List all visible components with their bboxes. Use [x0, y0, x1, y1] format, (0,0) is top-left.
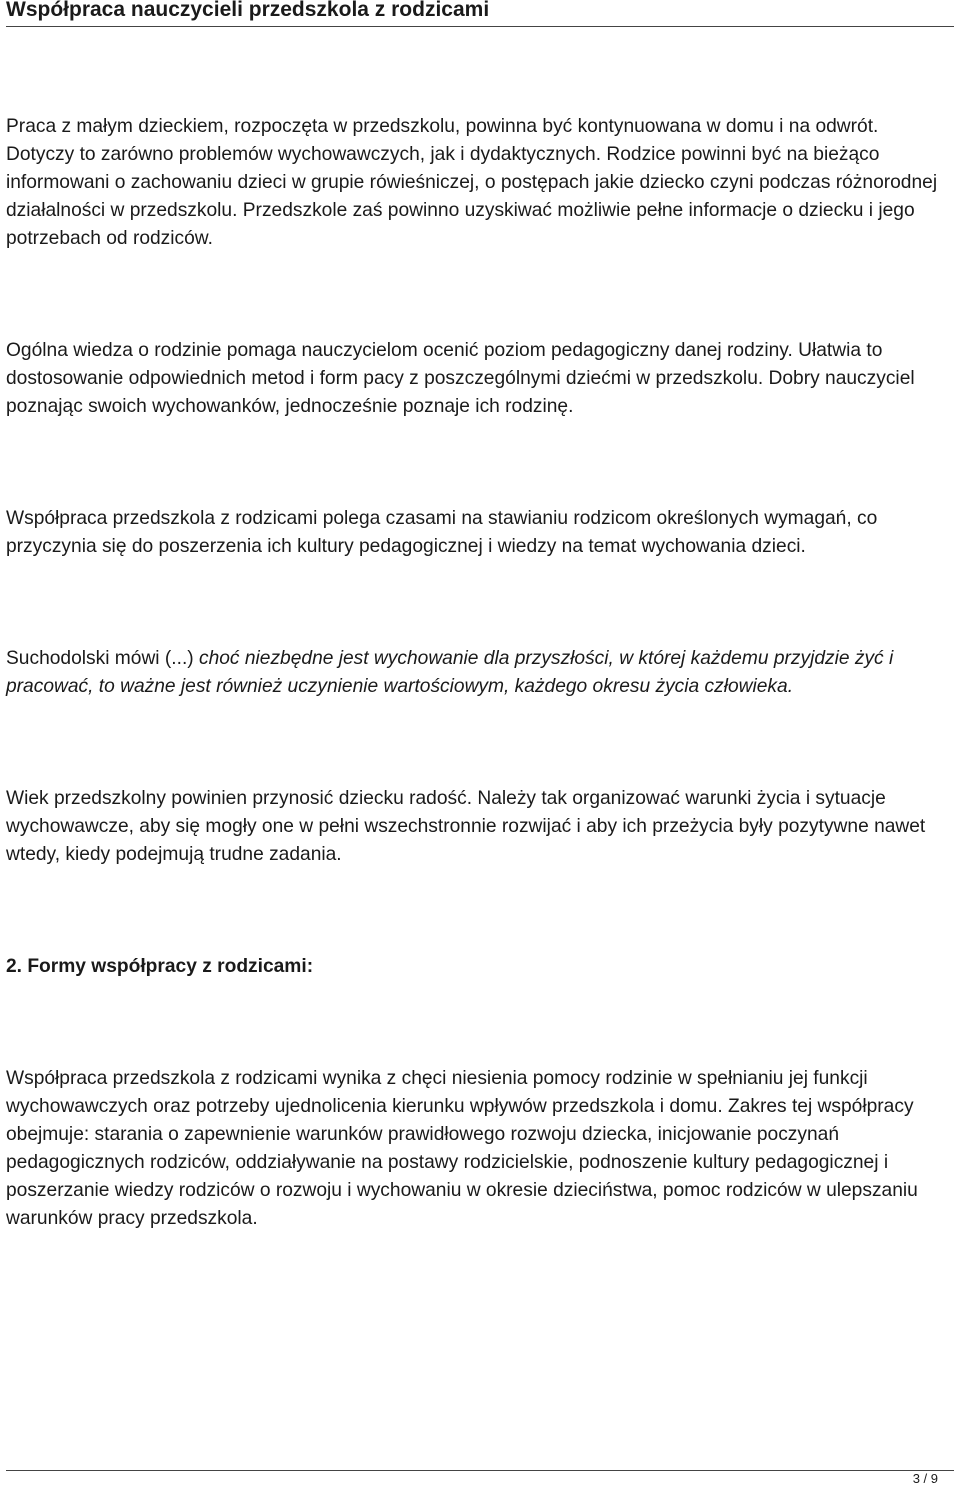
- paragraph: Współpraca przedszkola z rodzicami polega czasami na stawianiu rodzicom określonych wymagań, co przyczynia się do poszerzenia ich kultury pedagogicznej i wiedzy na temat wychowania dzieci.: [6, 508, 878, 557]
- paragraph: Praca z małym dzieckiem, rozpoczęta w przedszkolu, powinna być kontynuowana w domu i na odwrót. Dotyczy to zarówno problemów wychowawczych, jak i dydaktycznych. Rodzice powinni być na bieżąco informowani o zachowaniu dzieci w grupie rówieśniczej, o postępach jakie dziecko czyni podczas różnorodnej działalności w przedszkolu. Przedszkole zaś powinno uzyskiwać możliwie pełne informacje o dziecku i jego potrzebach od rodziców.: [6, 116, 938, 249]
- quote-lead: Suchodolski mówi (...): [6, 648, 199, 669]
- paragraph: Ogólna wiedza o rodzinie pomaga nauczycielom ocenić poziom pedagogiczny danej rodziny. Ułatwia to dostosowanie odpowiednich metod i form pacy z poszczególnymi dziećmi w przedszkolu. Dobry nauczyciel poznając swoich wychowanków, jednocześnie poznaje ich rodzinę.: [6, 340, 915, 417]
- footer-divider: [6, 1470, 954, 1471]
- header-divider: [6, 26, 954, 27]
- quote-paragraph: [6, 645, 950, 701]
- page-number: 3 / 9: [912, 1471, 938, 1486]
- section-heading: 2. Formy współpracy z rodzicami:: [6, 956, 314, 977]
- document-body: [6, 113, 950, 1233]
- paragraph: Współpraca przedszkola z rodzicami wynika z chęci niesienia pomocy rodzinie w spełnianiu jej funkcji wychowawczych oraz potrzeby ujednolicenia kierunku wpływów przedszkola i domu. Zakres tej współpracy obejmuje: starania o zapewnienie warunków prawidłowego rozwoju dziecka, inicjowanie poczynań pedagogicznych rodziców, oddziaływanie na postawy rodzicielskie, podnoszenie kultury pedagogicznej i poszerzanie wiedzy rodziców o rozwoju i wychowaniu w okresie dzieciństwa, pomoc rodziców w ulepszaniu warunków pracy przedszkola.: [6, 1068, 918, 1229]
- paragraph: Wiek przedszkolny powinien przynosić dziecku radość. Należy tak organizować warunki życia i sytuacje wychowawcze, aby się mogły one w pełni wszechstronnie rozwijać i aby ich przeżycia były pozytywne nawet wtedy, kiedy podejmują trudne zadania.: [6, 788, 926, 865]
- document-title: Współpraca nauczycieli przedszkola z rodzicami: [6, 0, 490, 21]
- quote-text: choć niezbędne jest wychowanie dla przyszłości, w której każdemu przyjdzie żyć i pracować, to ważne jest również uczynienie wartościowym, każdego okresu życia człowieka.: [6, 648, 894, 697]
